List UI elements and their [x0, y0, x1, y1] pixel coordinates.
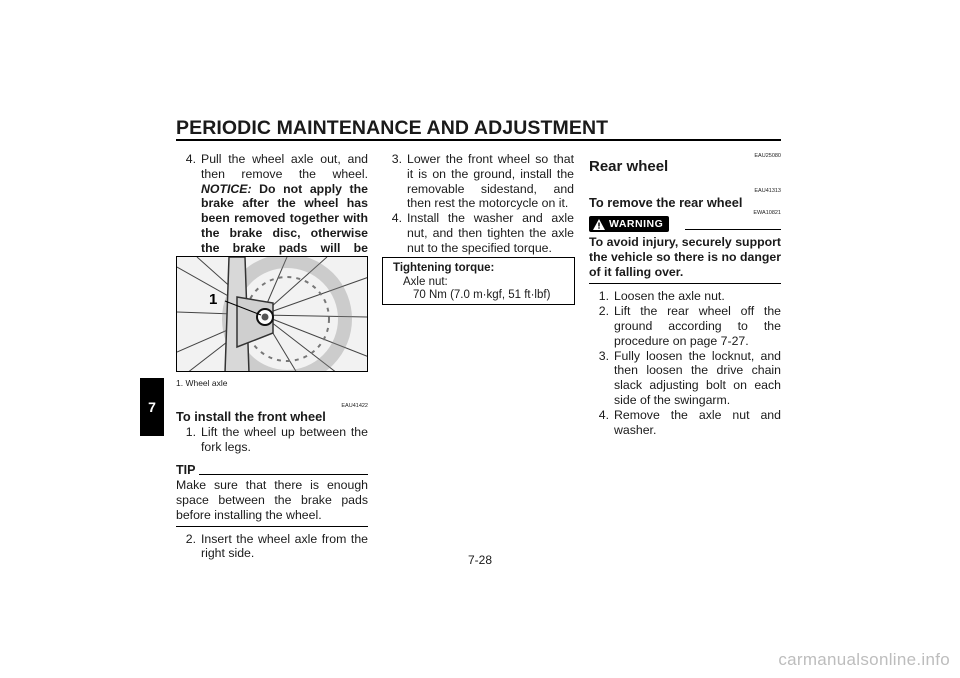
step-text: Lift the wheel up between the fork legs.: [201, 424, 368, 454]
tip-text: Make sure that there is enough space between the brake pads before installing the wheel.: [176, 478, 368, 526]
section-code: EAU41422: [341, 403, 368, 409]
figure-callout: 1: [209, 291, 218, 308]
step-text: Lift the rear wheel off the ground according to the procedure on page 7-27.: [614, 304, 781, 348]
page-title: PERIODIC MAINTENANCE AND ADJUSTMENT: [176, 117, 609, 139]
tip-rule: [199, 474, 368, 475]
install-front-wheel-section: [176, 410, 368, 561]
step-number: 1.: [598, 289, 609, 304]
chapter-tab: 7: [140, 378, 164, 436]
page-number: 7-28: [467, 553, 493, 567]
step-number: 3.: [598, 348, 609, 363]
step-text: Insert the wheel axle from the right side.: [201, 531, 368, 561]
section-code: EAU41313: [754, 188, 781, 194]
front-wheel-figure: [176, 256, 368, 372]
warning-triangle-icon: [593, 219, 605, 230]
step-text: Loosen the axle nut.: [614, 289, 725, 304]
warning-badge: WARNING: [589, 216, 669, 232]
torque-label: Tightening torque:: [393, 262, 495, 274]
step-text: Lower the front wheel so that it is on the ground, install the removable sidestand, and then rest the motorcycle on it.: [407, 152, 574, 211]
step-number: 4.: [391, 211, 402, 226]
step-number: 4.: [185, 152, 196, 166]
warning-header: [589, 216, 781, 232]
watermark: carmanualsonline.info: [778, 650, 950, 669]
step-number: 1.: [185, 424, 196, 439]
remove-rear-wheel-heading: To remove the rear wheel: [589, 195, 743, 210]
header-rule: [176, 139, 781, 141]
section-code: EAU25080: [754, 153, 781, 159]
step-text: Fully loosen the locknut, and then loosen the drive chain slack adjusting bolt on each side of the swingarm.: [614, 348, 781, 407]
wheel-axle-illustration: [177, 257, 368, 372]
torque-spec-box: [382, 257, 575, 305]
tip-label: TIP: [176, 463, 196, 478]
section-heading: To install the front wheel: [176, 409, 326, 424]
step-number: 3.: [391, 152, 402, 166]
warning-text: To avoid injury, securely support the vehicle so there is no danger of it falling over.: [589, 235, 781, 284]
step-text: Pull the wheel axle out, and then remove the wheel. NOTICE: Do not apply the brake after the wheel has been removed together with the brake disc, otherwise the brake pads will be: [201, 152, 368, 273]
col2-steps: [382, 152, 574, 256]
torque-item: Axle nut:: [403, 275, 448, 288]
step-number: 2.: [598, 304, 609, 319]
notice-text: Do not apply the brake after the wheel has been removed together with the brake disc, otherwise the brake pads will be: [201, 181, 368, 255]
rear-wheel-steps: [589, 289, 781, 437]
torque-value: 70 Nm (7.0 m·kgf, 51 ft·lbf): [413, 289, 551, 301]
section-code: EWA10821: [753, 210, 781, 216]
rear-wheel-heading: Rear wheel: [589, 158, 669, 175]
step-number: 4.: [598, 407, 609, 422]
figure-caption: 1. Wheel axle: [176, 378, 228, 388]
col3-content: [589, 235, 781, 437]
step-number: 2.: [185, 531, 196, 546]
notice-label: NOTICE:: [201, 181, 252, 196]
warning-rule: [685, 229, 781, 230]
tip-header: [176, 463, 368, 478]
step-text: Install the washer and axle nut, and then tighten the axle nut to the specified torque.: [407, 211, 574, 255]
step-text: Remove the axle nut and washer.: [614, 407, 781, 437]
